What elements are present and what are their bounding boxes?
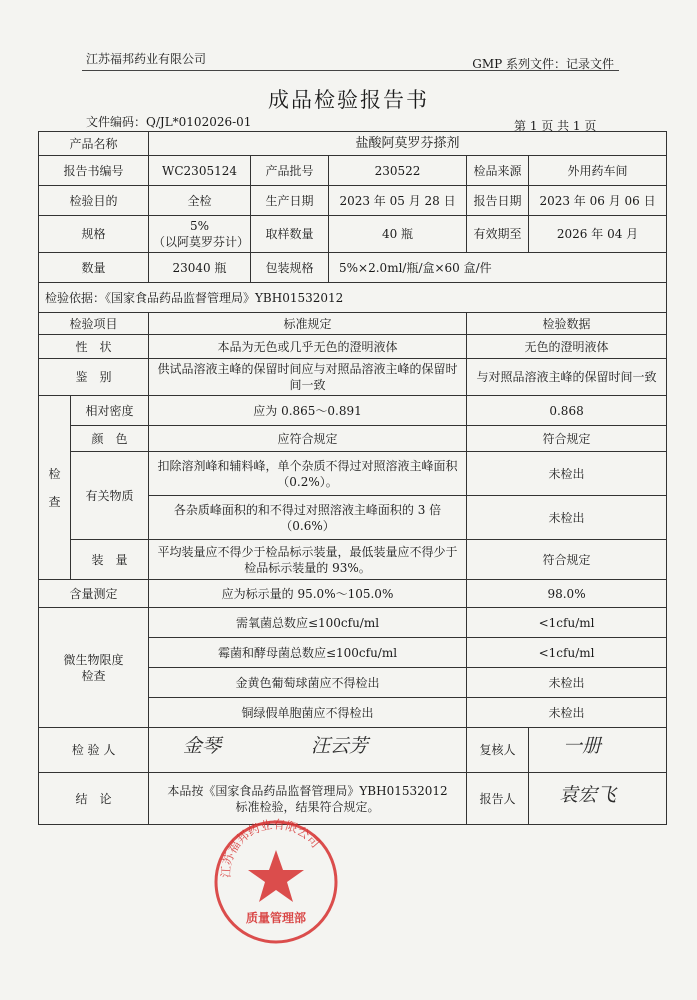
related-standard-1: 扣除溶剂峰和辅料峰，单个杂质不得过对照溶液主峰面积（0.2%）。: [149, 452, 467, 496]
inspector-signatures: [149, 728, 467, 773]
fill-label: 装 量: [71, 540, 149, 580]
company-name: 江苏福邦药业有限公司: [86, 52, 207, 66]
expiry: 2026 年 04 月: [529, 216, 667, 253]
expiry-label: 有效期至: [467, 216, 529, 253]
report-table: [38, 131, 667, 825]
reviewer-signature-cell: [529, 728, 667, 773]
micro-standard-4: 铜绿假单胞菌应不得检出: [149, 698, 467, 728]
inspector-label: 检 验 人: [39, 728, 149, 773]
appearance-result: 无色的澄明液体: [467, 335, 667, 359]
density-label: 相对密度: [71, 396, 149, 426]
identification-result: 与对照品溶液主峰的保留时间一致: [467, 359, 667, 396]
page-number: 第 1 页 共 1 页: [514, 119, 597, 133]
sample-label: 取样数量: [251, 216, 329, 253]
table-row: [39, 396, 667, 426]
assay-standard: 应为标示量的 95.0%～105.0%: [149, 580, 467, 608]
qty-label: 数量: [39, 253, 149, 283]
qty: 23040 瓶: [149, 253, 251, 283]
purpose-label: 检验目的: [39, 186, 149, 216]
purpose: 全检: [149, 186, 251, 216]
page-title: 成品检验报告书: [268, 88, 429, 112]
source: 外用药车间: [529, 156, 667, 186]
table-row: [39, 283, 667, 313]
appearance-label: 性 状: [39, 335, 149, 359]
fill-result: 符合规定: [467, 540, 667, 580]
check-label-char-1: 检: [48, 466, 61, 481]
fill-standard: 平均装量应不得少于检品标示装量，最低装量应不得少于检品标示装量的 93%。: [149, 540, 467, 580]
micro-standard-3: 金黄色葡萄球菌应不得检出: [149, 668, 467, 698]
table-row: [39, 608, 667, 638]
pack-label: 包装规格: [251, 253, 329, 283]
spec-label: 规格: [39, 216, 149, 253]
check-label-char-2: 查: [48, 494, 61, 509]
appearance-standard: 本品为无色或几乎无色的澄明液体: [149, 335, 467, 359]
reporter-signature: 袁宏飞: [559, 783, 617, 806]
color-result: 符合规定: [467, 426, 667, 452]
batch-label: 产品批号: [251, 156, 329, 186]
source-label: 检品来源: [467, 156, 529, 186]
micro-result-4: 未检出: [467, 698, 667, 728]
assay-result: 98.0%: [467, 580, 667, 608]
micro-standard-1: 需氧菌总数应≤100cfu/ml: [149, 608, 467, 638]
micro-result-1: <1cfu/ml: [467, 608, 667, 638]
col-header-item: 检验项目: [39, 313, 149, 335]
density-standard: 应为 0.865～0.891: [149, 396, 467, 426]
conclusion-text: 本品按《国家食品药品监督管理局》YBH01532012 标准检验，结果符合规定。: [149, 773, 467, 825]
reviewer-label: 复核人: [467, 728, 529, 773]
reviewer-signature: 一册: [563, 735, 602, 757]
micro-result-3: 未检出: [467, 668, 667, 698]
pack-spec: 5%×2.0ml/瓶/盒×60 盒/件: [329, 253, 667, 283]
identification-label: 鉴 别: [39, 359, 149, 396]
sample-qty: 40 瓶: [329, 216, 467, 253]
table-row: [39, 186, 667, 216]
table-row: [39, 335, 667, 359]
gmp-label: GMP 系列文件：记录文件: [472, 57, 614, 71]
spec-line-1: 5%: [189, 219, 210, 233]
microbial-limit-label: [39, 608, 149, 728]
related-result-1: 未检出: [467, 452, 667, 496]
table-row: [39, 728, 667, 773]
col-header-result: 检验数据: [467, 313, 667, 335]
header-divider: [82, 70, 619, 71]
related-result-2: 未检出: [467, 496, 667, 540]
inspector-signature-1: 金琴: [183, 735, 222, 757]
table-row: [39, 253, 667, 283]
micro-standard-2: 霉菌和酵母菌总数应≤100cfu/ml: [149, 638, 467, 668]
table-row: [39, 132, 667, 156]
report-date-label: 报告日期: [467, 186, 529, 216]
table-row: [39, 580, 667, 608]
prod-date: 2023 年 05 月 28 日: [329, 186, 467, 216]
color-standard: 应符合规定: [149, 426, 467, 452]
table-row: [39, 359, 667, 396]
batch-no: 230522: [329, 156, 467, 186]
report-no-label: 报告书编号: [39, 156, 149, 186]
spec-value: [149, 216, 251, 253]
identification-standard: 供试品溶液主峰的保留时间应与对照品溶液主峰的保留时间一致: [149, 359, 467, 396]
report-no: WC2305124: [149, 156, 251, 186]
table-header-row: [39, 313, 667, 335]
table-row: [39, 426, 667, 452]
quality-dept-stamp: [212, 818, 340, 946]
table-row: [39, 773, 667, 825]
inspector-signature-2: 汪云芳: [311, 735, 369, 757]
table-row: [39, 452, 667, 496]
micro-result-2: <1cfu/ml: [467, 638, 667, 668]
related-substances-label: 有关物质: [71, 452, 149, 540]
report-date: 2023 年 06 月 06 日: [529, 186, 667, 216]
product-name: 盐酸阿莫罗芬搽剂: [149, 132, 667, 156]
stamp-bottom-text: 质量管理部: [245, 911, 307, 925]
test-basis: 检验依据：《国家食品药品监督管理局》YBH01532012: [39, 283, 667, 313]
table-row: [39, 156, 667, 186]
density-result: 0.868: [467, 396, 667, 426]
color-label: 颜 色: [71, 426, 149, 452]
star-icon: [248, 850, 304, 902]
microbial-label-line-1: 微生物限度: [63, 652, 124, 667]
assay-label: 含量测定: [39, 580, 149, 608]
microbial-label-line-2: 检查: [81, 668, 106, 683]
check-label: [39, 396, 71, 580]
product-name-label: 产品名称: [39, 132, 149, 156]
table-row: [39, 540, 667, 580]
related-standard-2: 各杂质峰面积的和不得过对照溶液主峰面积的 3 倍（0.6%）: [149, 496, 467, 540]
prod-date-label: 生产日期: [251, 186, 329, 216]
col-header-standard: 标准规定: [149, 313, 467, 335]
table-row: [39, 216, 667, 253]
spec-line-2: （以阿莫罗芬计）: [153, 235, 250, 249]
file-number: 文件编码：Q/JL*0102026-01: [86, 115, 252, 129]
reporter-label: 报告人: [467, 773, 529, 825]
conclusion-label: 结 论: [39, 773, 149, 825]
stamp-ring: [216, 822, 336, 942]
reporter-signature-cell: [529, 773, 667, 825]
stamp-top-text: 江苏福邦药业有限公司: [218, 818, 323, 879]
